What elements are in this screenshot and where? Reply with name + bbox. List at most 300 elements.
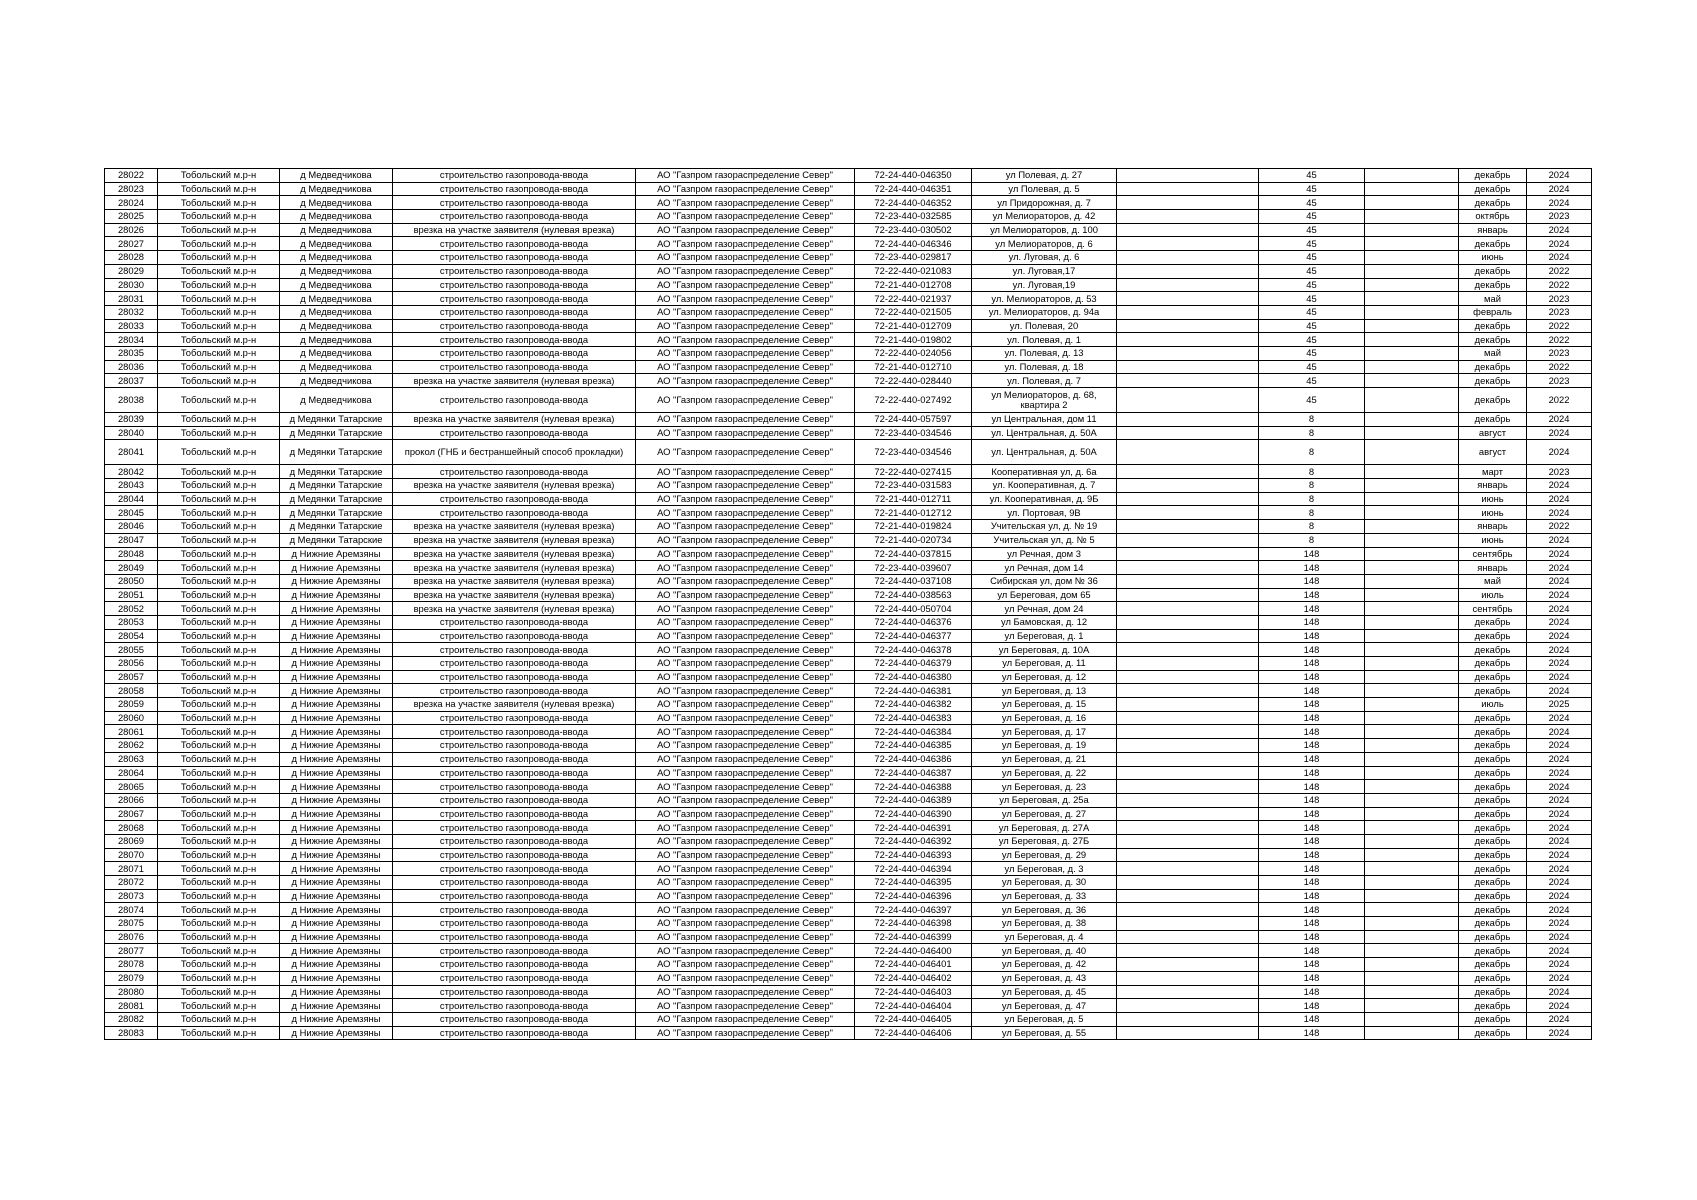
application-number: 72-24-440-046386 [855,752,972,766]
month: июнь [1459,492,1527,506]
year: 2024 [1527,780,1592,794]
organization: АО "Газпром газораспределение Север" [636,643,855,657]
empty-cell [1117,346,1259,360]
district: Тобольский м.р-н [158,848,280,862]
empty-cell [1117,506,1259,520]
settlement: д Нижние Аремзяны [280,657,393,671]
table-row [105,251,1592,265]
month: декабрь [1459,944,1527,958]
empty-cell [1365,388,1459,413]
empty-cell [1365,547,1459,561]
month: декабрь [1459,971,1527,985]
address: ул Береговая, д. 22 [972,766,1117,780]
quantity: 148 [1259,862,1365,876]
application-number: 72-24-440-046381 [855,684,972,698]
settlement: д Нижние Аремзяны [280,547,393,561]
empty-cell [1117,533,1259,547]
month: август [1459,440,1527,465]
work-type: строительство газопровода-ввода [393,506,636,520]
address: ул Береговая, д. 23 [972,780,1117,794]
address: ул Береговая, д. 38 [972,917,1117,931]
table-row [105,711,1592,725]
application-number: 72-21-440-019802 [855,333,972,347]
district: Тобольский м.р-н [158,1026,280,1040]
year: 2024 [1527,506,1592,520]
application-number: 72-22-440-028440 [855,374,972,388]
application-number: 72-22-440-027415 [855,465,972,479]
quantity: 148 [1259,944,1365,958]
year: 2024 [1527,944,1592,958]
address: ул Береговая, д. 27Б [972,834,1117,848]
district: Тобольский м.р-н [158,547,280,561]
record-number: 28067 [105,807,158,821]
settlement: д Медянки Татарские [280,465,393,479]
application-number: 72-22-440-021505 [855,305,972,319]
record-number: 28036 [105,360,158,374]
address: ул Береговая, д. 43 [972,971,1117,985]
year: 2023 [1527,292,1592,306]
quantity: 148 [1259,574,1365,588]
month: декабрь [1459,999,1527,1013]
table-row [105,971,1592,985]
empty-cell [1117,821,1259,835]
table-row [105,388,1592,413]
record-number: 28038 [105,388,158,413]
year: 2024 [1527,169,1592,183]
year: 2024 [1527,807,1592,821]
district: Тобольский м.р-н [158,930,280,944]
empty-cell [1365,793,1459,807]
record-number: 28068 [105,821,158,835]
work-type: строительство газопровода-ввода [393,752,636,766]
quantity: 45 [1259,210,1365,224]
quantity: 148 [1259,698,1365,712]
record-number: 28045 [105,506,158,520]
district: Тобольский м.р-н [158,319,280,333]
table-row [105,426,1592,440]
month: январь [1459,520,1527,534]
application-number: 72-24-440-046382 [855,698,972,712]
work-type: строительство газопровода-ввода [393,944,636,958]
year: 2024 [1527,223,1592,237]
month: июнь [1459,251,1527,265]
empty-cell [1117,196,1259,210]
empty-cell [1117,657,1259,671]
record-number: 28027 [105,237,158,251]
empty-cell [1365,807,1459,821]
empty-cell [1365,479,1459,493]
organization: АО "Газпром газораспределение Север" [636,520,855,534]
month: декабрь [1459,237,1527,251]
work-type: врезка на участке заявителя (нулевая врезка) [393,374,636,388]
work-type: строительство газопровода-ввода [393,615,636,629]
address: ул. Мелиораторов, д. 94а [972,305,1117,319]
empty-cell [1365,1012,1459,1026]
month: январь [1459,479,1527,493]
empty-cell [1365,643,1459,657]
record-number: 28082 [105,1012,158,1026]
settlement: д Нижние Аремзяны [280,848,393,862]
empty-cell [1117,440,1259,465]
month: май [1459,346,1527,360]
empty-cell [1117,182,1259,196]
table-body [105,169,1592,1040]
table-row [105,333,1592,347]
district: Тобольский м.р-н [158,465,280,479]
district: Тобольский м.р-н [158,807,280,821]
table-row [105,196,1592,210]
month: декабрь [1459,360,1527,374]
district: Тобольский м.р-н [158,346,280,360]
year: 2024 [1527,251,1592,265]
district: Тобольский м.р-н [158,971,280,985]
application-number: 72-24-440-046352 [855,196,972,210]
table-row [105,780,1592,794]
address: ул Береговая, д. 15 [972,698,1117,712]
record-number: 28026 [105,223,158,237]
work-type: строительство газопровода-ввода [393,684,636,698]
table-row [105,670,1592,684]
year: 2024 [1527,985,1592,999]
quantity: 148 [1259,834,1365,848]
empty-cell [1117,574,1259,588]
organization: АО "Газпром газораспределение Север" [636,670,855,684]
organization: АО "Газпром газораспределение Север" [636,264,855,278]
record-number: 28059 [105,698,158,712]
settlement: д Медведчикова [280,319,393,333]
district: Тобольский м.р-н [158,780,280,794]
organization: АО "Газпром газораспределение Север" [636,374,855,388]
settlement: д Нижние Аремзяны [280,999,393,1013]
district: Тобольский м.р-н [158,889,280,903]
work-type: строительство газопровода-ввода [393,780,636,794]
table-row [105,292,1592,306]
record-number: 28024 [105,196,158,210]
district: Тобольский м.р-н [158,196,280,210]
year: 2024 [1527,670,1592,684]
record-number: 28029 [105,264,158,278]
work-type: строительство газопровода-ввода [393,465,636,479]
quantity: 148 [1259,547,1365,561]
empty-cell [1365,766,1459,780]
settlement: д Медведчикова [280,292,393,306]
district: Тобольский м.р-н [158,574,280,588]
settlement: д Медведчикова [280,305,393,319]
organization: АО "Газпром газораспределение Север" [636,711,855,725]
organization: АО "Газпром газораспределение Север" [636,333,855,347]
district: Тобольский м.р-н [158,278,280,292]
district: Тобольский м.р-н [158,698,280,712]
empty-cell [1117,520,1259,534]
settlement: д Медведчикова [280,264,393,278]
empty-cell [1117,629,1259,643]
address: ул Придорожная, д. 7 [972,196,1117,210]
address: ул Береговая, д. 17 [972,725,1117,739]
empty-cell [1117,930,1259,944]
work-type: строительство газопровода-ввода [393,848,636,862]
record-number: 28040 [105,426,158,440]
settlement: д Медведчикова [280,169,393,183]
table-row [105,876,1592,890]
quantity: 8 [1259,413,1365,427]
work-type: строительство газопровода-ввода [393,971,636,985]
application-number: 72-21-440-020734 [855,533,972,547]
address: ул Береговая, д. 47 [972,999,1117,1013]
work-type: строительство газопровода-ввода [393,958,636,972]
month: сентябрь [1459,547,1527,561]
table-row [105,561,1592,575]
year: 2024 [1527,793,1592,807]
organization: АО "Газпром газораспределение Север" [636,657,855,671]
settlement: д Медведчикова [280,374,393,388]
district: Тобольский м.р-н [158,766,280,780]
settlement: д Медянки Татарские [280,479,393,493]
settlement: д Медведчикова [280,223,393,237]
work-type: строительство газопровода-ввода [393,917,636,931]
month: декабрь [1459,876,1527,890]
record-number: 28034 [105,333,158,347]
settlement: д Нижние Аремзяны [280,602,393,616]
empty-cell [1117,670,1259,684]
organization: АО "Газпром газораспределение Север" [636,629,855,643]
quantity: 45 [1259,196,1365,210]
district: Тобольский м.р-н [158,374,280,388]
quantity: 45 [1259,388,1365,413]
table-row [105,346,1592,360]
district: Тобольский м.р-н [158,917,280,931]
table-row [105,725,1592,739]
application-number: 72-24-440-046388 [855,780,972,794]
application-number: 72-24-440-046400 [855,944,972,958]
record-number: 28028 [105,251,158,265]
district: Тобольский м.р-н [158,506,280,520]
empty-cell [1117,426,1259,440]
year: 2024 [1527,862,1592,876]
quantity: 45 [1259,292,1365,306]
address: ул. Центральная, д. 50А [972,426,1117,440]
year: 2024 [1527,440,1592,465]
empty-cell [1117,588,1259,602]
settlement: д Нижние Аремзяны [280,574,393,588]
year: 2024 [1527,834,1592,848]
application-number: 72-24-440-037108 [855,574,972,588]
organization: АО "Газпром газораспределение Север" [636,292,855,306]
empty-cell [1365,629,1459,643]
district: Тобольский м.р-н [158,426,280,440]
empty-cell [1117,862,1259,876]
table-row [105,903,1592,917]
month: январь [1459,561,1527,575]
settlement: д Медянки Татарские [280,533,393,547]
empty-cell [1117,985,1259,999]
table-row [105,1012,1592,1026]
month: декабрь [1459,264,1527,278]
work-type: строительство газопровода-ввода [393,182,636,196]
work-type: строительство газопровода-ввода [393,807,636,821]
organization: АО "Газпром газораспределение Север" [636,196,855,210]
quantity: 45 [1259,223,1365,237]
empty-cell [1117,848,1259,862]
year: 2024 [1527,725,1592,739]
year: 2024 [1527,903,1592,917]
work-type: врезка на участке заявителя (нулевая врезка) [393,561,636,575]
organization: АО "Газпром газораспределение Север" [636,725,855,739]
empty-cell [1365,210,1459,224]
district: Тобольский м.р-н [158,834,280,848]
address: ул. Полевая, д. 18 [972,360,1117,374]
work-type: строительство газопровода-ввода [393,739,636,753]
address: ул. Луговая,17 [972,264,1117,278]
settlement: д Медведчикова [280,278,393,292]
address: ул Береговая, д. 3 [972,862,1117,876]
record-number: 28042 [105,465,158,479]
organization: АО "Газпром газораспределение Север" [636,944,855,958]
district: Тобольский м.р-н [158,711,280,725]
empty-cell [1117,615,1259,629]
quantity: 148 [1259,930,1365,944]
address: ул Полевая, д. 5 [972,182,1117,196]
organization: АО "Газпром газораспределение Север" [636,793,855,807]
work-type: строительство газопровода-ввода [393,426,636,440]
application-number: 72-21-440-012711 [855,492,972,506]
address: ул Береговая, д. 29 [972,848,1117,862]
record-number: 28025 [105,210,158,224]
month: декабрь [1459,615,1527,629]
work-type: строительство газопровода-ввода [393,930,636,944]
address: ул Береговая, д. 40 [972,944,1117,958]
empty-cell [1117,752,1259,766]
organization: АО "Газпром газораспределение Север" [636,360,855,374]
organization: АО "Газпром газораспределение Север" [636,903,855,917]
organization: АО "Газпром газораспределение Север" [636,346,855,360]
application-number: 72-24-440-046384 [855,725,972,739]
record-number: 28066 [105,793,158,807]
organization: АО "Газпром газораспределение Север" [636,602,855,616]
record-number: 28076 [105,930,158,944]
settlement: д Нижние Аремзяны [280,629,393,643]
table-row [105,547,1592,561]
address: ул Береговая, д. 21 [972,752,1117,766]
quantity: 8 [1259,465,1365,479]
quantity: 45 [1259,251,1365,265]
organization: АО "Газпром газораспределение Север" [636,999,855,1013]
organization: АО "Газпром газораспределение Север" [636,492,855,506]
district: Тобольский м.р-н [158,958,280,972]
settlement: д Медведчикова [280,196,393,210]
district: Тобольский м.р-н [158,602,280,616]
empty-cell [1365,657,1459,671]
organization: АО "Газпром газораспределение Север" [636,210,855,224]
empty-cell [1117,465,1259,479]
application-number: 72-23-440-030502 [855,223,972,237]
work-type: строительство газопровода-ввода [393,793,636,807]
quantity: 45 [1259,333,1365,347]
year: 2024 [1527,752,1592,766]
district: Тобольский м.р-н [158,684,280,698]
quantity: 148 [1259,958,1365,972]
table-row [105,305,1592,319]
address: ул Береговая, д. 33 [972,889,1117,903]
address: ул Мелиораторов, д. 6 [972,237,1117,251]
work-type: строительство газопровода-ввода [393,1026,636,1040]
table-row [105,834,1592,848]
table-row [105,739,1592,753]
empty-cell [1365,278,1459,292]
month: декабрь [1459,643,1527,657]
quantity: 45 [1259,319,1365,333]
year: 2024 [1527,643,1592,657]
application-number: 72-24-440-046350 [855,169,972,183]
month: май [1459,574,1527,588]
empty-cell [1365,780,1459,794]
application-number: 72-24-440-046391 [855,821,972,835]
record-number: 28070 [105,848,158,862]
year: 2025 [1527,698,1592,712]
application-number: 72-24-440-046376 [855,615,972,629]
month: июнь [1459,533,1527,547]
organization: АО "Газпром газораспределение Север" [636,223,855,237]
year: 2022 [1527,388,1592,413]
work-type: врезка на участке заявителя (нулевая врезка) [393,698,636,712]
district: Тобольский м.р-н [158,739,280,753]
work-type: врезка на участке заявителя (нулевая врезка) [393,547,636,561]
organization: АО "Газпром газораспределение Север" [636,533,855,547]
address: ул. Мелиораторов, д. 53 [972,292,1117,306]
month: декабрь [1459,780,1527,794]
district: Тобольский м.р-н [158,169,280,183]
empty-cell [1117,698,1259,712]
settlement: д Нижние Аремзяны [280,670,393,684]
application-number: 72-23-440-034546 [855,440,972,465]
quantity: 45 [1259,264,1365,278]
empty-cell [1365,930,1459,944]
table-row [105,684,1592,698]
address: ул. Кооперативная, д. 7 [972,479,1117,493]
application-number: 72-24-440-046399 [855,930,972,944]
district: Тобольский м.р-н [158,629,280,643]
empty-cell [1117,237,1259,251]
empty-cell [1365,821,1459,835]
year: 2024 [1527,889,1592,903]
district: Тобольский м.р-н [158,821,280,835]
empty-cell [1365,684,1459,698]
empty-cell [1365,319,1459,333]
settlement: д Нижние Аремзяны [280,1012,393,1026]
work-type: строительство газопровода-ввода [393,834,636,848]
empty-cell [1117,388,1259,413]
organization: АО "Газпром газораспределение Север" [636,876,855,890]
table-row [105,588,1592,602]
empty-cell [1117,264,1259,278]
empty-cell [1365,985,1459,999]
month: декабрь [1459,889,1527,903]
record-number: 28074 [105,903,158,917]
organization: АО "Газпром газораспределение Север" [636,958,855,972]
record-number: 28037 [105,374,158,388]
organization: АО "Газпром газораспределение Север" [636,426,855,440]
organization: АО "Газпром газораспределение Север" [636,684,855,698]
month: декабрь [1459,848,1527,862]
work-type: врезка на участке заявителя (нулевая врезка) [393,413,636,427]
settlement: д Нижние Аремзяны [280,588,393,602]
month: декабрь [1459,388,1527,413]
settlement: д Нижние Аремзяны [280,1026,393,1040]
record-number: 28061 [105,725,158,739]
year: 2024 [1527,930,1592,944]
empty-cell [1117,360,1259,374]
address: ул Береговая, д. 11 [972,657,1117,671]
quantity: 45 [1259,182,1365,196]
